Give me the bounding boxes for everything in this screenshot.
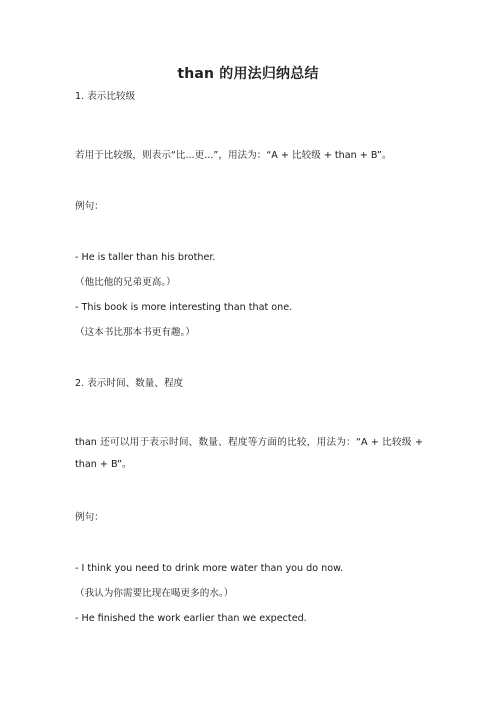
section2-description: than 还可以用于表示时间、数量、程度等方面的比较，用法为：“A + 比较级 + than + B”。: [75, 437, 423, 470]
section2-example-2: - He finished the work earlier than we expected.: [75, 613, 307, 624]
section1-heading: 1. 表示比较级: [75, 91, 136, 102]
section2-heading: 2. 表示时间、数量、程度: [75, 378, 184, 389]
section2-example-1-translation: （我认为你需要比现在喝更多的水。）: [75, 588, 234, 599]
section1-example-1-translation: （他比他的兄弟更高。）: [75, 277, 176, 288]
section2-example-label: 例句：: [75, 512, 104, 523]
section1-description: 若用于比较级，则表示“比...更...”，用法为：“A + 比较级 + than + B”。: [75, 150, 392, 161]
section1-example-2: - This book is more interesting than that one.: [75, 302, 293, 313]
section1-example-label: 例句：: [75, 201, 104, 212]
document-title: than 的用法归纳总结: [177, 66, 319, 82]
section1-example-1: - He is taller than his brother.: [75, 252, 216, 263]
section1-example-2-translation: （这本书比那本书更有趣。）: [75, 327, 195, 338]
section2-example-1: - I think you need to drink more water than you do now.: [75, 563, 344, 574]
